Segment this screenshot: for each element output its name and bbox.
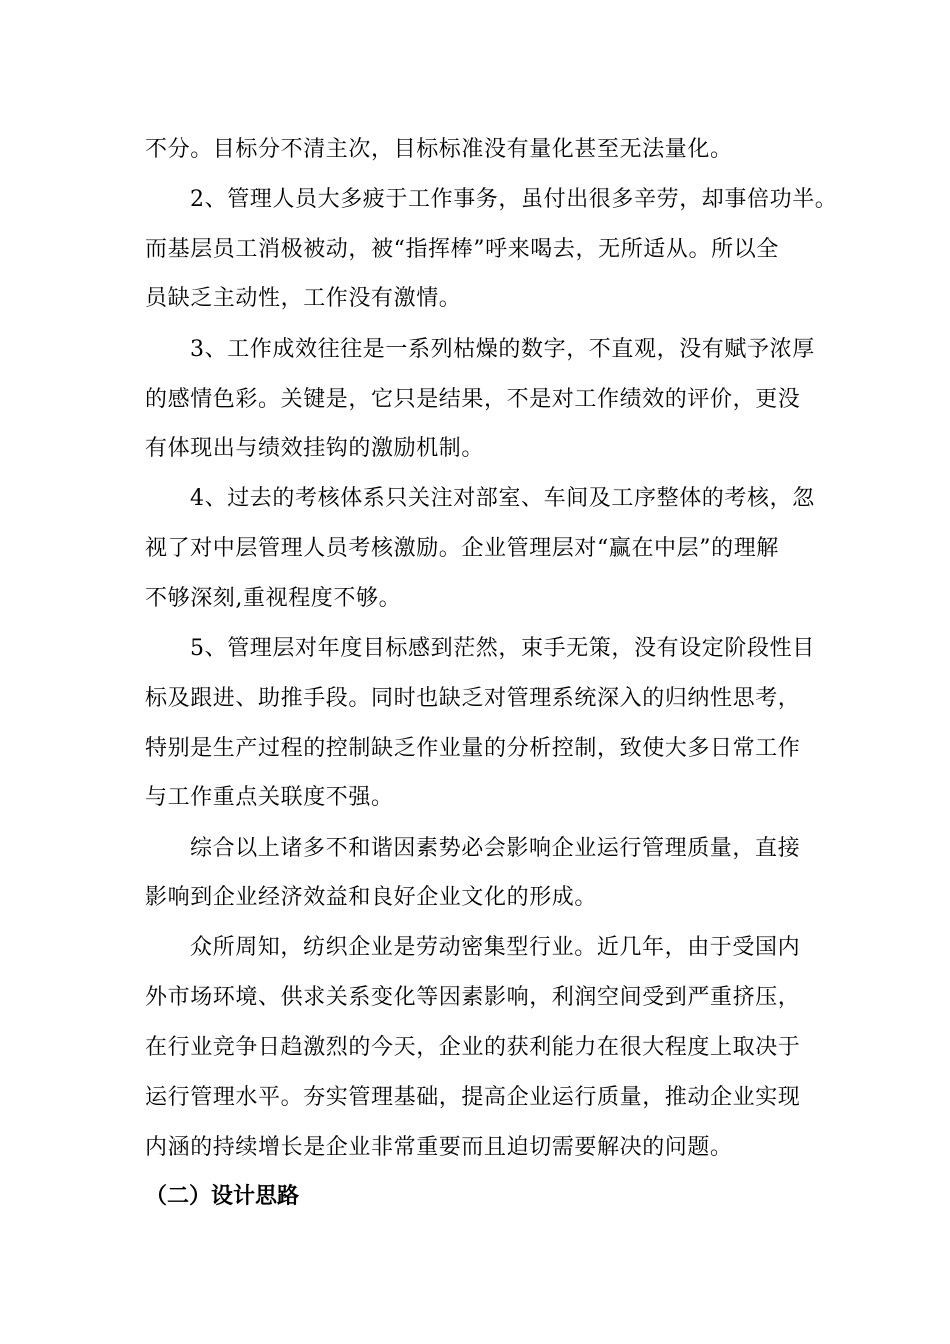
- text-line: 与工作重点关联度不强。: [145, 785, 394, 810]
- text-line: 的感情色彩。关键是，它只是结果，不是对工作绩效的评价，更没: [145, 387, 801, 412]
- text-line: 3、工作成效往往是一系列枯燥的数字，不直观，没有赋予浓厚: [190, 337, 815, 362]
- text-line: 4、过去的考核体系只关注对部室、车间及工序整体的考核，忽: [190, 486, 815, 511]
- text-line: 2、管理人员大多疲于工作事务，虽付出很多辛劳，却事倍功半。: [190, 187, 838, 212]
- text-line: 影响到企业经济效益和良好企业文化的形成。: [145, 885, 598, 910]
- text-line: 有体现出与绩效挂钩的激励机制。: [145, 436, 485, 461]
- text-line: 在行业竞争日趋激烈的今天，企业的获利能力在很大程度上取决于: [145, 1035, 801, 1060]
- section-heading: （二）设计思路: [145, 1184, 300, 1209]
- text-line: 不够深刻,重视程度不够。: [145, 586, 402, 611]
- text-line: 5、管理层对年度目标感到茫然，束手无策，没有设定阶段性目: [190, 636, 815, 661]
- text-line: 标及跟进、助推手段。同时也缺乏对管理系统深入的归纳性思考，: [145, 686, 801, 711]
- text-line: 而基层员工消极被动，被“指挥棒”呼来喝去，无所适从。所以全: [145, 237, 779, 262]
- text-line: 内涵的持续增长是企业非常重要而且迫切需要解决的问题。: [145, 1135, 733, 1160]
- text-line: 综合以上诸多不和谐因素势必会影响企业运行管理质量，直接: [190, 836, 801, 861]
- text-line: 视了对中层管理人员考核激励。企业管理层对“赢在中层”的理解: [145, 536, 779, 561]
- text-line: 特别是生产过程的控制缺乏作业量的分析控制，致使大多日常工作: [145, 736, 801, 761]
- text-line: 运行管理水平。夯实管理基础，提高企业运行质量，推动企业实现: [145, 1085, 801, 1110]
- text-line: 众所周知，纺织企业是劳动密集型行业。近几年，由于受国内: [190, 935, 801, 960]
- text-line: 外市场环境、供求关系变化等因素影响，利润空间受到严重挤压，: [145, 985, 801, 1010]
- text-line: 不分。目标分不清主次，目标标准没有量化甚至无法量化。: [145, 137, 733, 162]
- text-line: 员缺乏主动性，工作没有激情。: [145, 286, 462, 311]
